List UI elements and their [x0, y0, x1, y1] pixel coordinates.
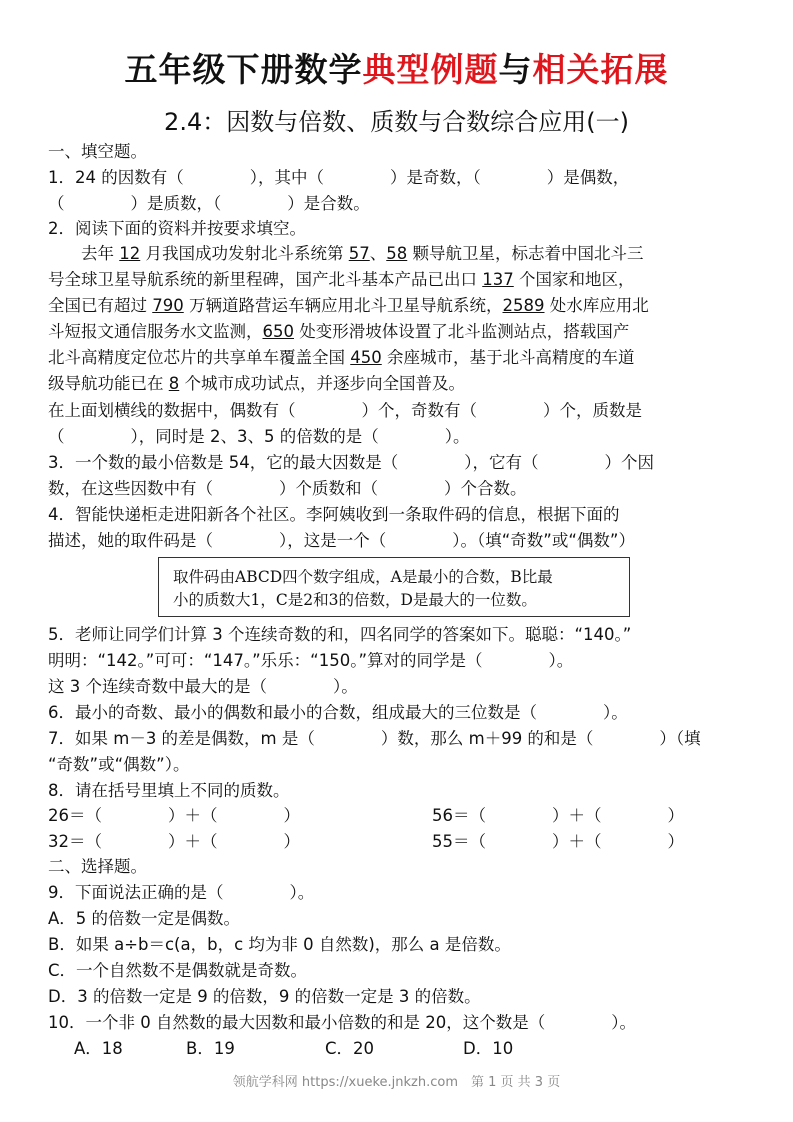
- text: 处变形滑坡体设置了北斗监测站点，搭载国产: [294, 322, 630, 341]
- q2-passage-line4: [48, 320, 629, 344]
- text: 北斗高精度定位芯片的共享单车覆盖全国: [48, 348, 351, 367]
- q10-stem: 10．一个非 0 自然数的最大因数和最小倍数的和是 20，这个数是（ ）。: [48, 1013, 636, 1032]
- page-title: [0, 44, 793, 91]
- underlined-number: 650: [262, 322, 294, 341]
- q5-line2: 明明：“142。”可可：“147。”乐乐：“150。”算对的同学是（ ）。: [48, 651, 574, 670]
- q2-passage-line2: [48, 268, 635, 292]
- text: 颗导航卫星，标志着中国北斗三: [407, 244, 644, 263]
- q9-option-c: C．一个自然数不是偶数就是奇数。: [48, 961, 308, 980]
- q2-passage-line1: [81, 242, 644, 266]
- text: 余座城市，基于北斗高精度的车道: [381, 348, 635, 367]
- title-part-1: 五年级下册数学: [124, 50, 363, 89]
- q9-stem: 9．下面说法正确的是（ ）。: [48, 883, 315, 902]
- section-fill-blank: 一、填空题。: [48, 142, 147, 161]
- underlined-number: 790: [152, 296, 184, 315]
- box-line1: 取件码由ABCD四个数字组成，A是最小的合数，B比最: [173, 568, 553, 586]
- q3-line2: 数，在这些因数中有（ ）个质数和（ ）个合数。: [48, 479, 527, 498]
- text: 月我国成功发射北斗系统第: [140, 244, 349, 263]
- text: 去年: [81, 244, 120, 263]
- underlined-number: 2589: [502, 296, 545, 315]
- text: 个国家和地区，: [513, 270, 635, 289]
- page-subtitle: 2.4：因数与倍数、质数与合数综合应用(一): [164, 108, 629, 136]
- text: 、: [369, 244, 387, 263]
- q7-line2: “奇数”或“偶数”）。: [48, 755, 190, 774]
- title-part-2: 典型例题: [362, 50, 499, 89]
- q6-line: 6．最小的奇数、最小的偶数和最小的合数，组成最大的三位数是（ ）。: [48, 703, 628, 722]
- q7-line1: 7．如果 m－3 的差是偶数，m 是（ ）数，那么 m＋99 的和是（ ）（填: [48, 729, 701, 748]
- text: 号全球卫星导航系统的新里程碑，国产北斗基本产品已出口: [48, 270, 483, 289]
- pickup-code-description-box: [158, 557, 630, 617]
- q2-passage-line3: [48, 294, 649, 318]
- text: 级导航功能已在: [48, 374, 169, 393]
- underlined-number: 57: [348, 244, 370, 263]
- q10-option-d: D．10: [463, 1039, 514, 1058]
- text: 全国已有超过: [48, 296, 153, 315]
- q9-option-b: B．如果 a÷b＝c(a，b，c 均为非 0 自然数)，那么 a 是倍数。: [48, 935, 511, 954]
- underlined-number: 8: [168, 374, 180, 393]
- underlined-number: 137: [482, 270, 514, 289]
- q1-line2: （ ）是质数，（ ）是合数。: [48, 194, 370, 213]
- text: 处水库应用北: [544, 296, 649, 315]
- text: 个城市成功试点，并逐步向全国普及。: [179, 374, 465, 393]
- q9-option-a: A．5 的倍数一定是偶数。: [48, 909, 241, 928]
- text: 斗短报文通信服务水文监测，: [48, 322, 263, 341]
- q2-ask-line2: （ ），同时是 2、3、5 的倍数的是（ ）。: [48, 427, 470, 446]
- q3-line1: 3．一个数的最小倍数是 54，它的最大因数是（ ），它有（ ）个因: [48, 453, 654, 472]
- q10-option-a: A．18: [74, 1039, 123, 1058]
- q8-row2-left: 32＝（ ）＋（ ）: [48, 832, 300, 851]
- underlined-number: 450: [350, 348, 382, 367]
- q2-ask-line1: 在上面划横线的数据中，偶数有（ ）个，奇数有（ ）个，质数是: [48, 401, 642, 420]
- q8-row1-right: 56＝（ ）＋（ ）: [432, 806, 684, 825]
- q2-passage-line5: [48, 346, 635, 370]
- q4-line2: 描述，她的取件码是（ ），这是一个（ ）。（填“奇数”或“偶数”）: [48, 531, 635, 550]
- q5-line3: 这 3 个连续奇数中最大的是（ ）。: [48, 677, 358, 696]
- title-part-4: 相关拓展: [532, 50, 669, 89]
- q5-line1: 5．老师让同学们计算 3 个连续奇数的和，四名同学的答案如下。聪聪：“140。”: [48, 625, 632, 644]
- q2-passage-line6: [48, 372, 465, 396]
- q8-row2-right: 55＝（ ）＋（ ）: [432, 832, 684, 851]
- q10-option-b: B．19: [186, 1039, 235, 1058]
- page-footer: 领航学科网 https://xueke.jnkzh.com 第 1 页 共 3 页: [232, 1075, 561, 1090]
- q9-option-d: D．3 的倍数一定是 9 的倍数，9 的倍数一定是 3 的倍数。: [48, 987, 481, 1006]
- q1-line1: 1．24 的因数有（ ），其中（ ）是奇数，（ ）是偶数，: [48, 168, 630, 187]
- section-multiple-choice: 二、选择题。: [48, 857, 147, 876]
- q8-row1-left: 26＝（ ）＋（ ）: [48, 806, 300, 825]
- underlined-number: 12: [119, 244, 141, 263]
- text: 万辆道路营运车辆应用北斗卫星导航系统，: [183, 296, 503, 315]
- underlined-number: 58: [386, 244, 408, 263]
- q2-intro: 2．阅读下面的资料并按要求填空。: [48, 219, 306, 238]
- title-part-3: 与: [498, 50, 533, 89]
- q8-intro: 8．请在括号里填上不同的质数。: [48, 781, 290, 800]
- q10-option-c: C．20: [325, 1039, 375, 1058]
- q4-line1: 4．智能快递柜走进阳新各个社区。李阿姨收到一条取件码的信息，根据下面的: [48, 505, 620, 524]
- box-line2: 小的质数大1，C是2和3的倍数，D是最大的一位数。: [173, 591, 537, 609]
